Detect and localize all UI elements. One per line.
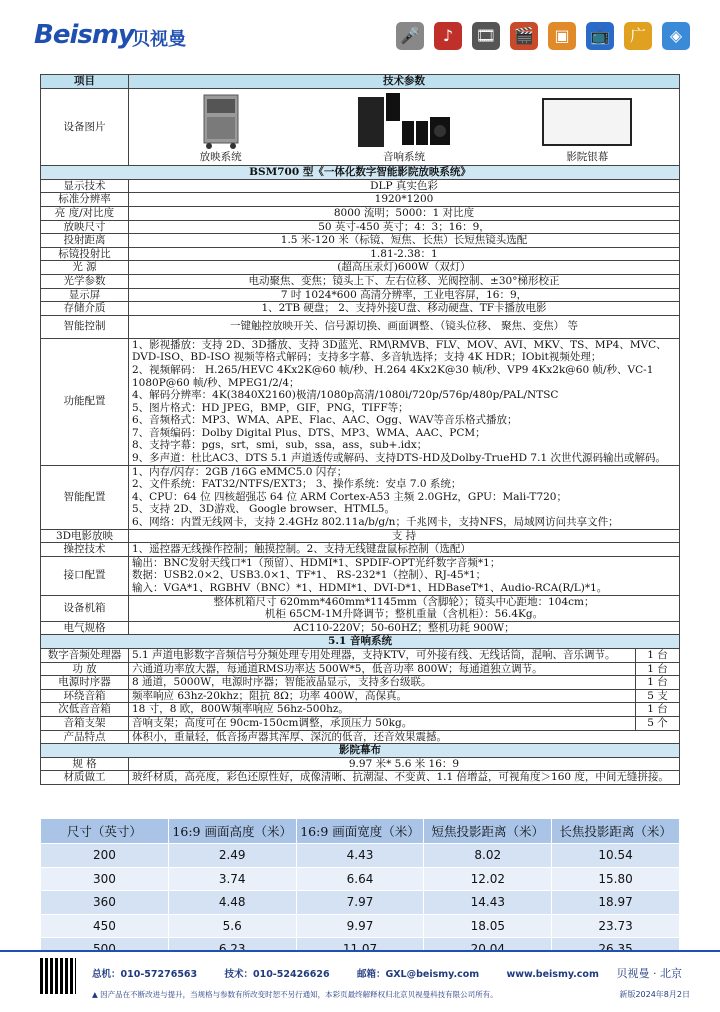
smart-config-value [129,465,680,529]
function-config-label: 功能配置 [41,338,129,465]
function-config-value [129,338,680,465]
table-row [41,844,680,868]
broadcast-icon: 广 [624,22,652,50]
cell: 15.80 [552,867,680,891]
row-value: 8000 流明；5000：1 对比度 [129,206,680,220]
contact-info [92,966,623,980]
io-line: 数据：USB2.0×2、USB3.0×1、TF*1、 RS-232*1（控制）、RJ-45*1； [132,569,487,582]
cell: 4.48 [168,891,296,915]
row-value: 1、2TB 硬盘； 2、支持外接U盘、移动硬盘、TF卡播放电影 [129,302,680,316]
row-value: 一键触控放映开关、信号源切换、画面调整、（镜头位移、 聚焦、变焦） 等 [129,315,680,338]
row-value: 1920*1200 [129,193,680,207]
brand-logo-cn: 贝视曼 [132,29,186,50]
cell: 450 [41,914,169,938]
func-line: 7、音频编码：Dolby Digital Plus、DTS、MP3、WMA、AAC、PCM； [132,426,486,439]
row-value: DLP 真实色彩 [129,179,680,193]
phone-number: 总机：010-57276563 [92,969,198,980]
cell: 5.6 [168,914,296,938]
control-value: 1、遥控器无线操作控制；触摸控制。2、支持无线键盘鼠标控制（选配） [129,543,680,557]
photo-icon: ▣ [548,22,576,50]
row-value: 1.81-2.38：1 [129,247,680,261]
audio-section-title: 5.1 音响系统 [41,635,680,649]
row-label: 显示技术 [41,179,129,193]
audio-label: 数字音频处理器 [41,648,129,662]
caption-audio: 音响系统 [382,150,425,163]
clapperboard-icon: 🎬 [510,22,538,50]
page-header [0,0,720,66]
audio-qty: 5 个 [636,716,680,730]
cinema-screen-image [497,93,679,164]
row-label: 光学参数 [41,274,129,288]
row-value: 电动聚焦、变焦；镜头上下、左右位移、光阀控制、±30°梯形校正 [129,274,680,288]
func-line: 1、影视播放：支持 2D、3D播放、支持 3D蓝光、RM\RMVB、FLV、MOV、AVI、MKV、TS、MP4、MVC、DVD-ISO、BD-ISO 视频等格式解码；支持多字幕、多音轨选择；支持 4K HDR；IObit视频处理； [132,338,667,364]
io-line: 输出：BNC发射天线口*1（预留）、HDMI*1、SPDIF-OPT光纤数字音频*1； [132,556,501,569]
row-label: 投射距离 [41,234,129,248]
func-line: 4、解码分辨率：4K(3840X2160)极清/1080p高清/1080i/720p/576p/480p/PAL/NTSC [132,389,559,402]
screen-size-table [40,818,680,962]
tv-icon: 📺 [586,22,614,50]
cell: 8.02 [424,844,552,868]
cell: 300 [41,867,169,891]
func-line: 9、多声道：杜比AC3、DTS 5.1 声道透传或解码、支持DTS-HD及Dolby-TrueHD 7.1 次世代源码输出或解码。 [132,452,666,465]
row-label: 智能控制 [41,315,129,338]
row-label: 亮 度/对比度 [41,206,129,220]
row-label: 显示屏 [41,288,129,302]
control-label: 操控技术 [41,543,129,557]
qr-code-icon [40,958,76,994]
audio-desc: 频率响应 63hz-20khz；阻抗 8Ω；功率 400W，高保真。 [129,689,636,703]
col-header-params: 技术参数 [129,75,680,89]
audio-desc: 5.1 声道电影数字音频信号分频处理专用处理器，支持KTV，可外接有线、无线话筒，混响、音乐调节。 [129,648,636,662]
projection-screen-picture [542,93,632,149]
row-label: 放映尺寸 [41,220,129,234]
cell: 10.54 [552,844,680,868]
table-row [41,914,680,938]
website: www.beismy.com [506,969,599,980]
audio-qty: 1 台 [636,662,680,676]
func-line: 8、支持字幕：pgs，srt，smi，sub，ssa，ass，sub+.idx； [132,439,428,452]
io-config-label: 接口配置 [41,556,129,595]
spec-table [40,74,680,785]
footer-brand: 贝视曼 · 北京 [616,967,682,980]
audio-system-image [313,91,495,164]
io-line: 输入：VGA*1、RGBHV（BNC）*1、HDMI*1、DVI-D*1、HDBaseT*1、Audio-RCA(R/L)*1。 [132,582,608,594]
audio-label: 电源时序器 [41,676,129,690]
audio-qty: 1 台 [636,648,680,662]
row-label: 存储介质 [41,302,129,316]
product-title: BSM700 型《一体化数字智能影院放映系统》 [41,166,680,180]
audio-qty: 1 台 [636,676,680,690]
email-address: 邮箱：GXL@beismy.com [356,969,480,980]
tech-phone: 技术：010-52426626 [224,969,330,980]
page-footer [0,950,720,1012]
microphone-icon: 🎤 [396,22,424,50]
material-value: 玻纤材质，高亮度，彩色还原性好，成像清晰、抗潮湿、不变黄、1.1 倍增益，可视角度＞160 度，中间无缝拼接。 [129,771,680,785]
smart-line: 6、网络：内置无线网卡，支持 2.4GHz 802.11a/b/g/n；千兆网卡，支持NFS，局域网访问共享文件； [132,516,619,529]
io-config-value [129,556,680,595]
row-label: 标准分辨率 [41,193,129,207]
cell: 7.97 [296,891,424,915]
smart-line: 5、支持 2D、3D游戏、 Google browser、HTML5。 [132,503,395,516]
smart-line: 1、内存/闪存：2GB /16G eMMC5.0 闪存； [132,465,348,478]
cell: 4.43 [296,844,424,868]
audio-desc: 音响支架；高度可在 90cm-150cm调整，承顶压力 50kg。 [129,716,636,730]
audio-label: 音箱支架 [41,716,129,730]
cell: 360 [41,891,169,915]
projection-system-image [130,93,312,164]
caption-projection: 放映系统 [199,150,242,163]
table-row [41,891,680,915]
power-label: 电气规格 [41,621,129,635]
col-header-item: 项目 [41,75,129,89]
disclaimer: ▲ 因产品在不断改进与提升，当规格与参数有所改变时恕不另行通知，本彩页最终解释权归北京贝视曼科技有限公司所有。 [92,990,498,999]
device-image-label: 设备图片 [41,88,129,166]
audio-label: 次低音音箱 [41,703,129,717]
cell: 6.64 [296,867,424,891]
music-disc-icon: ♪ [434,22,462,50]
cell: 9.97 [296,914,424,938]
feature-label: 产品特点 [41,730,129,744]
material-label: 材质做工 [41,771,129,785]
screen-col-header: 16:9 画面宽度（米） [296,819,424,844]
smart-line: 4、CPU：64 位 四核超强芯 64 位 ARM Cortex-A53 主频 2.0GHz，GPU：Mali-T720； [132,490,567,503]
row-value: 7 吋 1024*600 高清分辨率，工业电容屏，16：9， [129,288,680,302]
edition-date: 新版2024年8月2日 [619,990,690,999]
power-value: AC110-220V；50-60HZ；整机功耗 900W； [129,621,680,635]
audio-desc: 8 通道，5000W，电源时序器；智能液晶显示，支持多台级联。 [129,676,636,690]
device-image-cell [129,88,680,166]
screen-section-title: 影院幕布 [41,744,680,758]
cell: 14.43 [424,891,552,915]
cell: 2.49 [168,844,296,868]
screen-col-header: 长焦投影距离（米） [552,819,680,844]
audio-desc: 六通道功率放大器，每通道RMS功率达 500W*5，低音功率 800W；每通道独立调节。 [129,662,636,676]
spec-label: 规 格 [41,757,129,771]
cell: 200 [41,844,169,868]
cell: 3.74 [168,867,296,891]
audio-desc: 18 寸，8 欧，800W频率响应 56hz-500hz。 [129,703,636,717]
row-value: 1.5 米-120 米（标镜、短焦、长焦）长短焦镜头选配 [129,234,680,248]
func-line: 5、图片格式：HD JPEG，BMP，GIF，PNG，TIFF等； [132,401,409,414]
row-label: 标镜投射比 [41,247,129,261]
spec-value: 9.97 米* 5.6 米 16：9 [129,757,680,771]
row-label: 光 源 [41,261,129,275]
case-value [129,595,680,621]
audio-qty: 1 台 [636,703,680,717]
row-value: (超高压汞灯)600W（双灯） [129,261,680,275]
case-line: 机柜 65CM-1M升降调节；整机重量（含机柜）：56.4Kg。 [264,608,544,621]
cell: 12.02 [424,867,552,891]
smart-config-label: 智能配置 [41,465,129,529]
network-icon: ◈ [662,22,690,50]
feature-value: 体积小，重量轻，低音扬声器其浑厚、深沉的低音，还音效果震撼。 [129,730,680,744]
caption-screen: 影院银幕 [566,150,609,163]
speaker-set-picture [356,91,452,149]
cell: 18.97 [552,891,680,915]
film3d-label: 3D电影放映 [41,529,129,543]
screen-col-header: 短焦投影距离（米） [424,819,552,844]
film-reel-icon: 🎞 [472,22,500,50]
film3d-value: 支 持 [129,529,680,543]
table-row [41,867,680,891]
cell: 23.73 [552,914,680,938]
audio-qty: 5 支 [636,689,680,703]
smart-line: 2、文件系统：FAT32/NTFS/EXT3； 3、操作系统：安卓 7.0 系统； [132,478,462,491]
cell: 18.05 [424,914,552,938]
func-line: 2、视频解码： H.265/HEVC 4Kx2K@60 帧/秒、H.264 4Kx2K@30 帧/秒、VP9 4Kx2k@60 帧/秒、VC-1 1080P@60 帧/秒、MPEG1/2/4； [132,363,654,389]
case-label: 设备机箱 [41,595,129,621]
screen-col-header: 16:9 画面高度（米） [168,819,296,844]
audio-label: 环绕音箱 [41,689,129,703]
projector-cabinet-picture [198,93,244,149]
header-icons [396,22,690,50]
row-value: 50 英寸-450 英寸；4：3；16：9， [129,220,680,234]
audio-label: 功 放 [41,662,129,676]
brand-logo: Beismy [34,20,134,50]
case-line: 整体机箱尺寸 620mm*460mm*1145mm（含脚轮）；镜头中心距地：104cm； [213,595,595,608]
screen-col-header: 尺寸（英寸） [41,819,169,844]
func-line: 6、音频格式：MP3、WMA、APE、Flac、AAC、Ogg、WAV等音乐格式播放； [132,414,518,427]
